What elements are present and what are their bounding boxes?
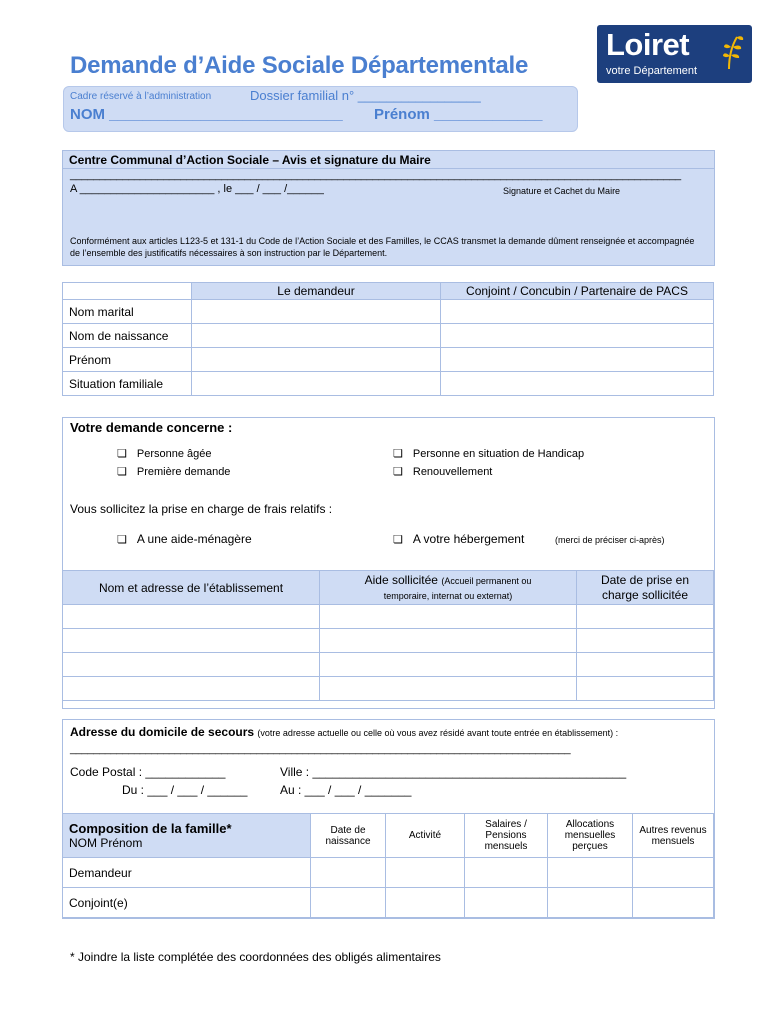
domicile-note: (votre adresse actuelle ou celle où vous avez résidé avant toute entrée en établissement) : [257, 728, 619, 738]
col-salaires: Salaires / Pensions mensuels [465, 814, 548, 858]
input-cell[interactable] [192, 372, 441, 396]
footer-note: * Joindre la liste complétée des coordonnées des obligés alimentaires [70, 950, 441, 964]
etablissement-table [62, 570, 714, 701]
row-label: Nom de naissance [63, 324, 192, 348]
col-demandeur: Le demandeur [192, 283, 441, 300]
input-cell[interactable] [63, 653, 320, 677]
input-cell[interactable] [577, 629, 714, 653]
col-etablissement: Nom et adresse de l’établissement [63, 571, 320, 605]
input-cell[interactable] [577, 677, 714, 701]
du-date-field[interactable]: Du : ___ / ___ / ______ [122, 783, 248, 797]
input-cell[interactable] [441, 348, 714, 372]
input-cell[interactable] [311, 888, 386, 918]
checkbox-personne-agee[interactable]: ❏ Personne âgée [117, 447, 212, 460]
frais-label: Vous sollicitez la prise en charge de frais relatifs : [70, 502, 333, 516]
input-cell[interactable] [465, 888, 548, 918]
loiret-logo [597, 25, 752, 83]
ccas-section [62, 150, 715, 266]
logo-text: Loiret [606, 27, 690, 62]
row-conjoint: Conjoint(e) [63, 888, 311, 918]
logo-subtitle: votre Département [606, 65, 698, 77]
ccas-heading: Centre Communal d’Action Sociale – Avis et signature du Maire [63, 151, 714, 169]
input-cell[interactable] [548, 858, 633, 888]
input-cell[interactable] [548, 888, 633, 918]
page-title: Demande d’Aide Sociale Départementale [70, 52, 529, 79]
input-cell[interactable] [311, 858, 386, 888]
aide-sollicitee-note2: temporaire, internat ou externat) [383, 590, 513, 601]
ville-field[interactable]: Ville : _______________________________________________ [280, 765, 627, 779]
input-cell[interactable] [386, 888, 465, 918]
checkbox-premiere-demande[interactable]: ❏ Première demande [117, 465, 230, 478]
col-date-naissance: Date de naissance [311, 814, 386, 858]
col-aide-sollicitee [320, 571, 577, 605]
aide-sollicitee-note1: (Accueil permanent ou [441, 575, 532, 586]
checkbox-aide-menagere[interactable]: ❏ A une aide-ménagère [117, 532, 252, 546]
row-label: Prénom [63, 348, 192, 372]
checkbox-handicap[interactable]: ❏ Personne en situation de Handicap [393, 447, 584, 460]
famille-table [62, 813, 714, 918]
input-cell[interactable] [577, 605, 714, 629]
input-cell[interactable] [320, 677, 577, 701]
composition-title: Composition de la famille* [69, 821, 232, 836]
composition-subtitle: NOM Prénom [69, 836, 143, 850]
prenom-field[interactable]: Prénom _____________ [374, 106, 543, 123]
input-cell[interactable] [386, 858, 465, 888]
input-cell[interactable] [465, 858, 548, 888]
row-label: Nom marital [63, 300, 192, 324]
domicile-heading: Adresse du domicile de secours [70, 725, 255, 739]
code-postal-field[interactable]: Code Postal : ____________ [70, 765, 226, 779]
input-cell[interactable] [192, 348, 441, 372]
input-cell[interactable] [320, 605, 577, 629]
ccas-place-date-field[interactable]: A ______________________ , le ___ / ___ /______ [70, 183, 324, 195]
input-cell[interactable] [63, 629, 320, 653]
identity-corner [63, 283, 192, 300]
col-autres-revenus: Autres revenus mensuels [633, 814, 714, 858]
input-cell[interactable] [577, 653, 714, 677]
input-cell[interactable] [192, 324, 441, 348]
admin-box [63, 86, 578, 132]
input-cell[interactable] [633, 888, 714, 918]
composition-header [63, 814, 311, 858]
checkbox-hebergement[interactable]: ❏ A votre hébergement [393, 532, 524, 546]
preciser-note: (merci de préciser ci-après) [555, 535, 665, 545]
input-cell[interactable] [63, 677, 320, 701]
identity-table [62, 282, 714, 396]
signature-label: Signature et Cachet du Maire [503, 186, 621, 196]
domicile-heading-line [70, 725, 618, 739]
col-activite: Activité [386, 814, 465, 858]
row-demandeur: Demandeur [63, 858, 311, 888]
row-label: Situation familiale [63, 372, 192, 396]
input-cell[interactable] [320, 629, 577, 653]
date-prise-line2: charge sollicitée [601, 587, 689, 602]
input-cell[interactable] [441, 372, 714, 396]
nom-field[interactable]: NOM ____________________________ [70, 106, 343, 123]
checkbox-renouvellement[interactable]: ❏ Renouvellement [393, 465, 492, 478]
aide-sollicitee-label: Aide sollicitée [364, 572, 438, 587]
input-cell[interactable] [192, 300, 441, 324]
input-cell[interactable] [441, 324, 714, 348]
address-line[interactable]: ______________________________________________________________________________________ [70, 743, 571, 755]
wheat-icon [711, 31, 747, 71]
input-cell[interactable] [320, 653, 577, 677]
col-allocations: Allocations mensuelles perçues [548, 814, 633, 858]
ccas-legal-text: Conformément aux articles L123-5 et 131-1 du Code de l’Action Sociale et des Familles, le CCAS transmet la demande dûment renseignée et accompagnée de l’ensemble des justificatifs nécessaires à son instruction par le Département. [70, 236, 695, 258]
input-cell[interactable] [633, 858, 714, 888]
input-cell[interactable] [441, 300, 714, 324]
admin-label: Cadre réservé à l’administration [70, 91, 212, 102]
col-conjoint: Conjoint / Concubin / Partenaire de PACS [441, 283, 714, 300]
au-date-field[interactable]: Au : ___ / ___ / _______ [280, 783, 412, 797]
col-date-prise [577, 571, 714, 605]
dossier-field[interactable]: Dossier familial n° _________________ [250, 88, 481, 103]
ccas-avis-line[interactable]: _________________________________________________________________________________________________________ [70, 169, 681, 181]
input-cell[interactable] [63, 605, 320, 629]
date-prise-line1: Date de prise en [600, 572, 690, 587]
demande-heading: Votre demande concerne : [70, 420, 233, 435]
